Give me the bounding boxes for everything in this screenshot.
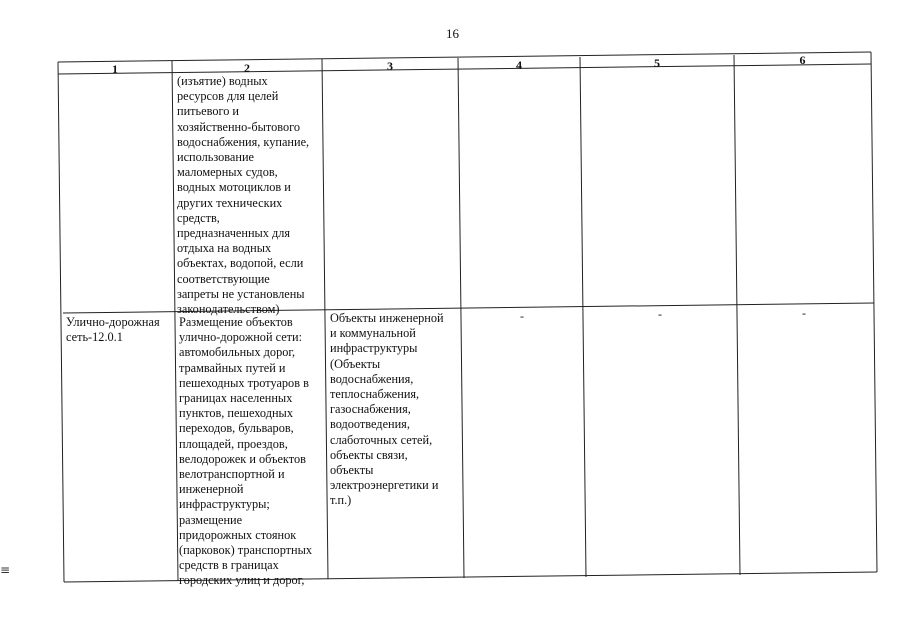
row2-auxiliary-use-text: Объекты инженерной и коммунальной инфраструктуры (Объекты водоснабжения, теплоснабжения, газоснабжения, водоотведения, слаботочных сетей, объекты связи, объекты электроэнергетики и т.п.) (330, 311, 444, 508)
column-header-5: 5 (654, 56, 660, 70)
column-header-1: 1 (112, 62, 118, 76)
column-header-2: 2 (244, 61, 250, 75)
margin-mark: ≡ (0, 563, 11, 577)
row2-land-use-name: Улично-дорожная сеть-12.0.1 (66, 315, 160, 345)
row2-permitted-use-text: Размещение объектов улично-дорожной сети: автомобильных дорог, трамвайных путей и пешеходных тротуаров в границах населенных пунктов, пешеходных переходов, бульваров, площадей, проездов, велодорожек и объектов велотранспортной и инженерной инфраструктуры; размещение придорожных стоянок (парковок) транспортных средств в границах городских улиц и дорог, (179, 315, 313, 588)
row2-col5-dash: - (658, 307, 662, 321)
row2-col4-dash: - (520, 309, 524, 323)
row1-permitted-use-text: (изъятие) водных ресурсов для целей питьевого и хозяйственно-бытового водоснабжения, купание, использование маломерных судов, водных мотоциклов и других технических средств, предназначенных для отдыха на водных объектах, водопой, если соответствующие запреты не установлены законодательством) (177, 74, 310, 317)
table-right-border (871, 52, 877, 572)
column-divider-4-5 (580, 57, 586, 577)
page-number: 16 (446, 26, 459, 41)
column-divider-5-6 (734, 55, 740, 575)
column-header-4: 4 (516, 58, 522, 72)
row2-col6-dash: - (802, 306, 806, 320)
table-left-border (58, 62, 64, 582)
column-header-3: 3 (387, 59, 393, 73)
column-header-6: 6 (799, 53, 806, 67)
